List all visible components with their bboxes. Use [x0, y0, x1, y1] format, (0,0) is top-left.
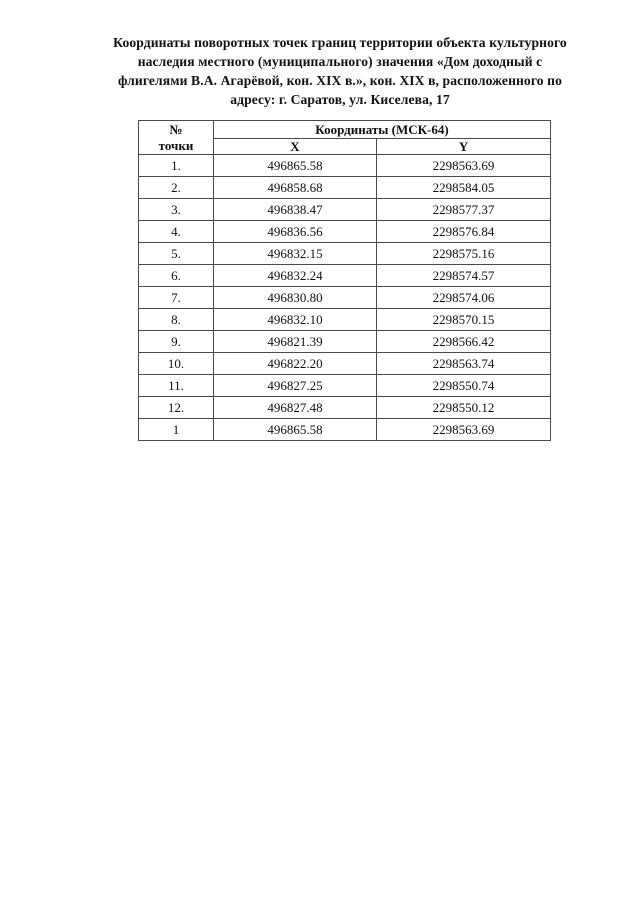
y-coordinate-cell: 2298563.74 [377, 353, 551, 375]
y-coordinate-cell: 2298584.05 [377, 177, 551, 199]
table-row [139, 331, 551, 353]
point-number-header-label: точки [158, 137, 194, 153]
table-row [139, 419, 551, 441]
y-coordinate-cell: 2298574.57 [377, 265, 551, 287]
y-coordinate-cell: 2298575.16 [377, 243, 551, 265]
title-line: адресу: г. Саратов, ул. Киселева, 17 [230, 92, 450, 107]
x-coordinate-cell: 496827.25 [214, 375, 377, 397]
point-number-cell: 6. [139, 265, 214, 287]
document-title [70, 33, 610, 109]
coordinates-table [138, 120, 551, 441]
point-number-cell: 8. [139, 309, 214, 331]
table-row [139, 177, 551, 199]
point-number-cell: 1. [139, 155, 214, 177]
x-coordinate-cell: 496865.58 [214, 419, 377, 441]
point-number-cell: 9. [139, 331, 214, 353]
table-row [139, 397, 551, 419]
point-number-cell: 1 [139, 419, 214, 441]
y-coordinate-cell: 2298563.69 [377, 419, 551, 441]
table-row [139, 265, 551, 287]
x-coordinate-cell: 496830.80 [214, 287, 377, 309]
y-column-header: Y [377, 139, 551, 155]
y-coordinate-cell: 2298566.42 [377, 331, 551, 353]
y-coordinate-cell: 2298563.69 [377, 155, 551, 177]
point-number-cell: 10. [139, 353, 214, 375]
x-coordinate-cell: 496858.68 [214, 177, 377, 199]
point-number-cell: 7. [139, 287, 214, 309]
table-row [139, 309, 551, 331]
x-coordinate-cell: 496821.39 [214, 331, 377, 353]
table-row [139, 221, 551, 243]
y-coordinate-cell: 2298550.74 [377, 375, 551, 397]
table-row [139, 243, 551, 265]
title-line: Координаты поворотных точек границ территории объекта культурного [113, 35, 567, 50]
table-row [139, 353, 551, 375]
point-number-cell: 2. [139, 177, 214, 199]
y-coordinate-cell: 2298550.12 [377, 397, 551, 419]
point-number-header-symbol: № [169, 121, 183, 137]
point-number-header [139, 121, 214, 155]
point-number-cell: 11. [139, 375, 214, 397]
table-header [139, 121, 551, 155]
table-row [139, 375, 551, 397]
point-number-cell: 12. [139, 397, 214, 419]
point-number-cell: 5. [139, 243, 214, 265]
x-coordinate-cell: 496832.15 [214, 243, 377, 265]
x-coordinate-cell: 496832.24 [214, 265, 377, 287]
y-coordinate-cell: 2298574.06 [377, 287, 551, 309]
x-coordinate-cell: 496827.48 [214, 397, 377, 419]
table-row [139, 155, 551, 177]
coordinates-header: Координаты (МСК-64) [214, 121, 551, 139]
x-coordinate-cell: 496838.47 [214, 199, 377, 221]
point-number-cell: 3. [139, 199, 214, 221]
y-coordinate-cell: 2298570.15 [377, 309, 551, 331]
table-row [139, 287, 551, 309]
table-body [139, 155, 551, 441]
title-line: наследия местного (муниципального) значения «Дом доходный с [137, 54, 543, 69]
x-coordinate-cell: 496836.56 [214, 221, 377, 243]
y-coordinate-cell: 2298576.84 [377, 221, 551, 243]
y-coordinate-cell: 2298577.37 [377, 199, 551, 221]
point-number-cell: 4. [139, 221, 214, 243]
title-line: флигелями В.А. Агарёвой, кон. XIX в.», кон. XIX в, расположенного по [118, 73, 562, 88]
x-coordinate-cell: 496822.20 [214, 353, 377, 375]
table-row [139, 199, 551, 221]
x-column-header: X [214, 139, 377, 155]
x-coordinate-cell: 496832.10 [214, 309, 377, 331]
x-coordinate-cell: 496865.58 [214, 155, 377, 177]
